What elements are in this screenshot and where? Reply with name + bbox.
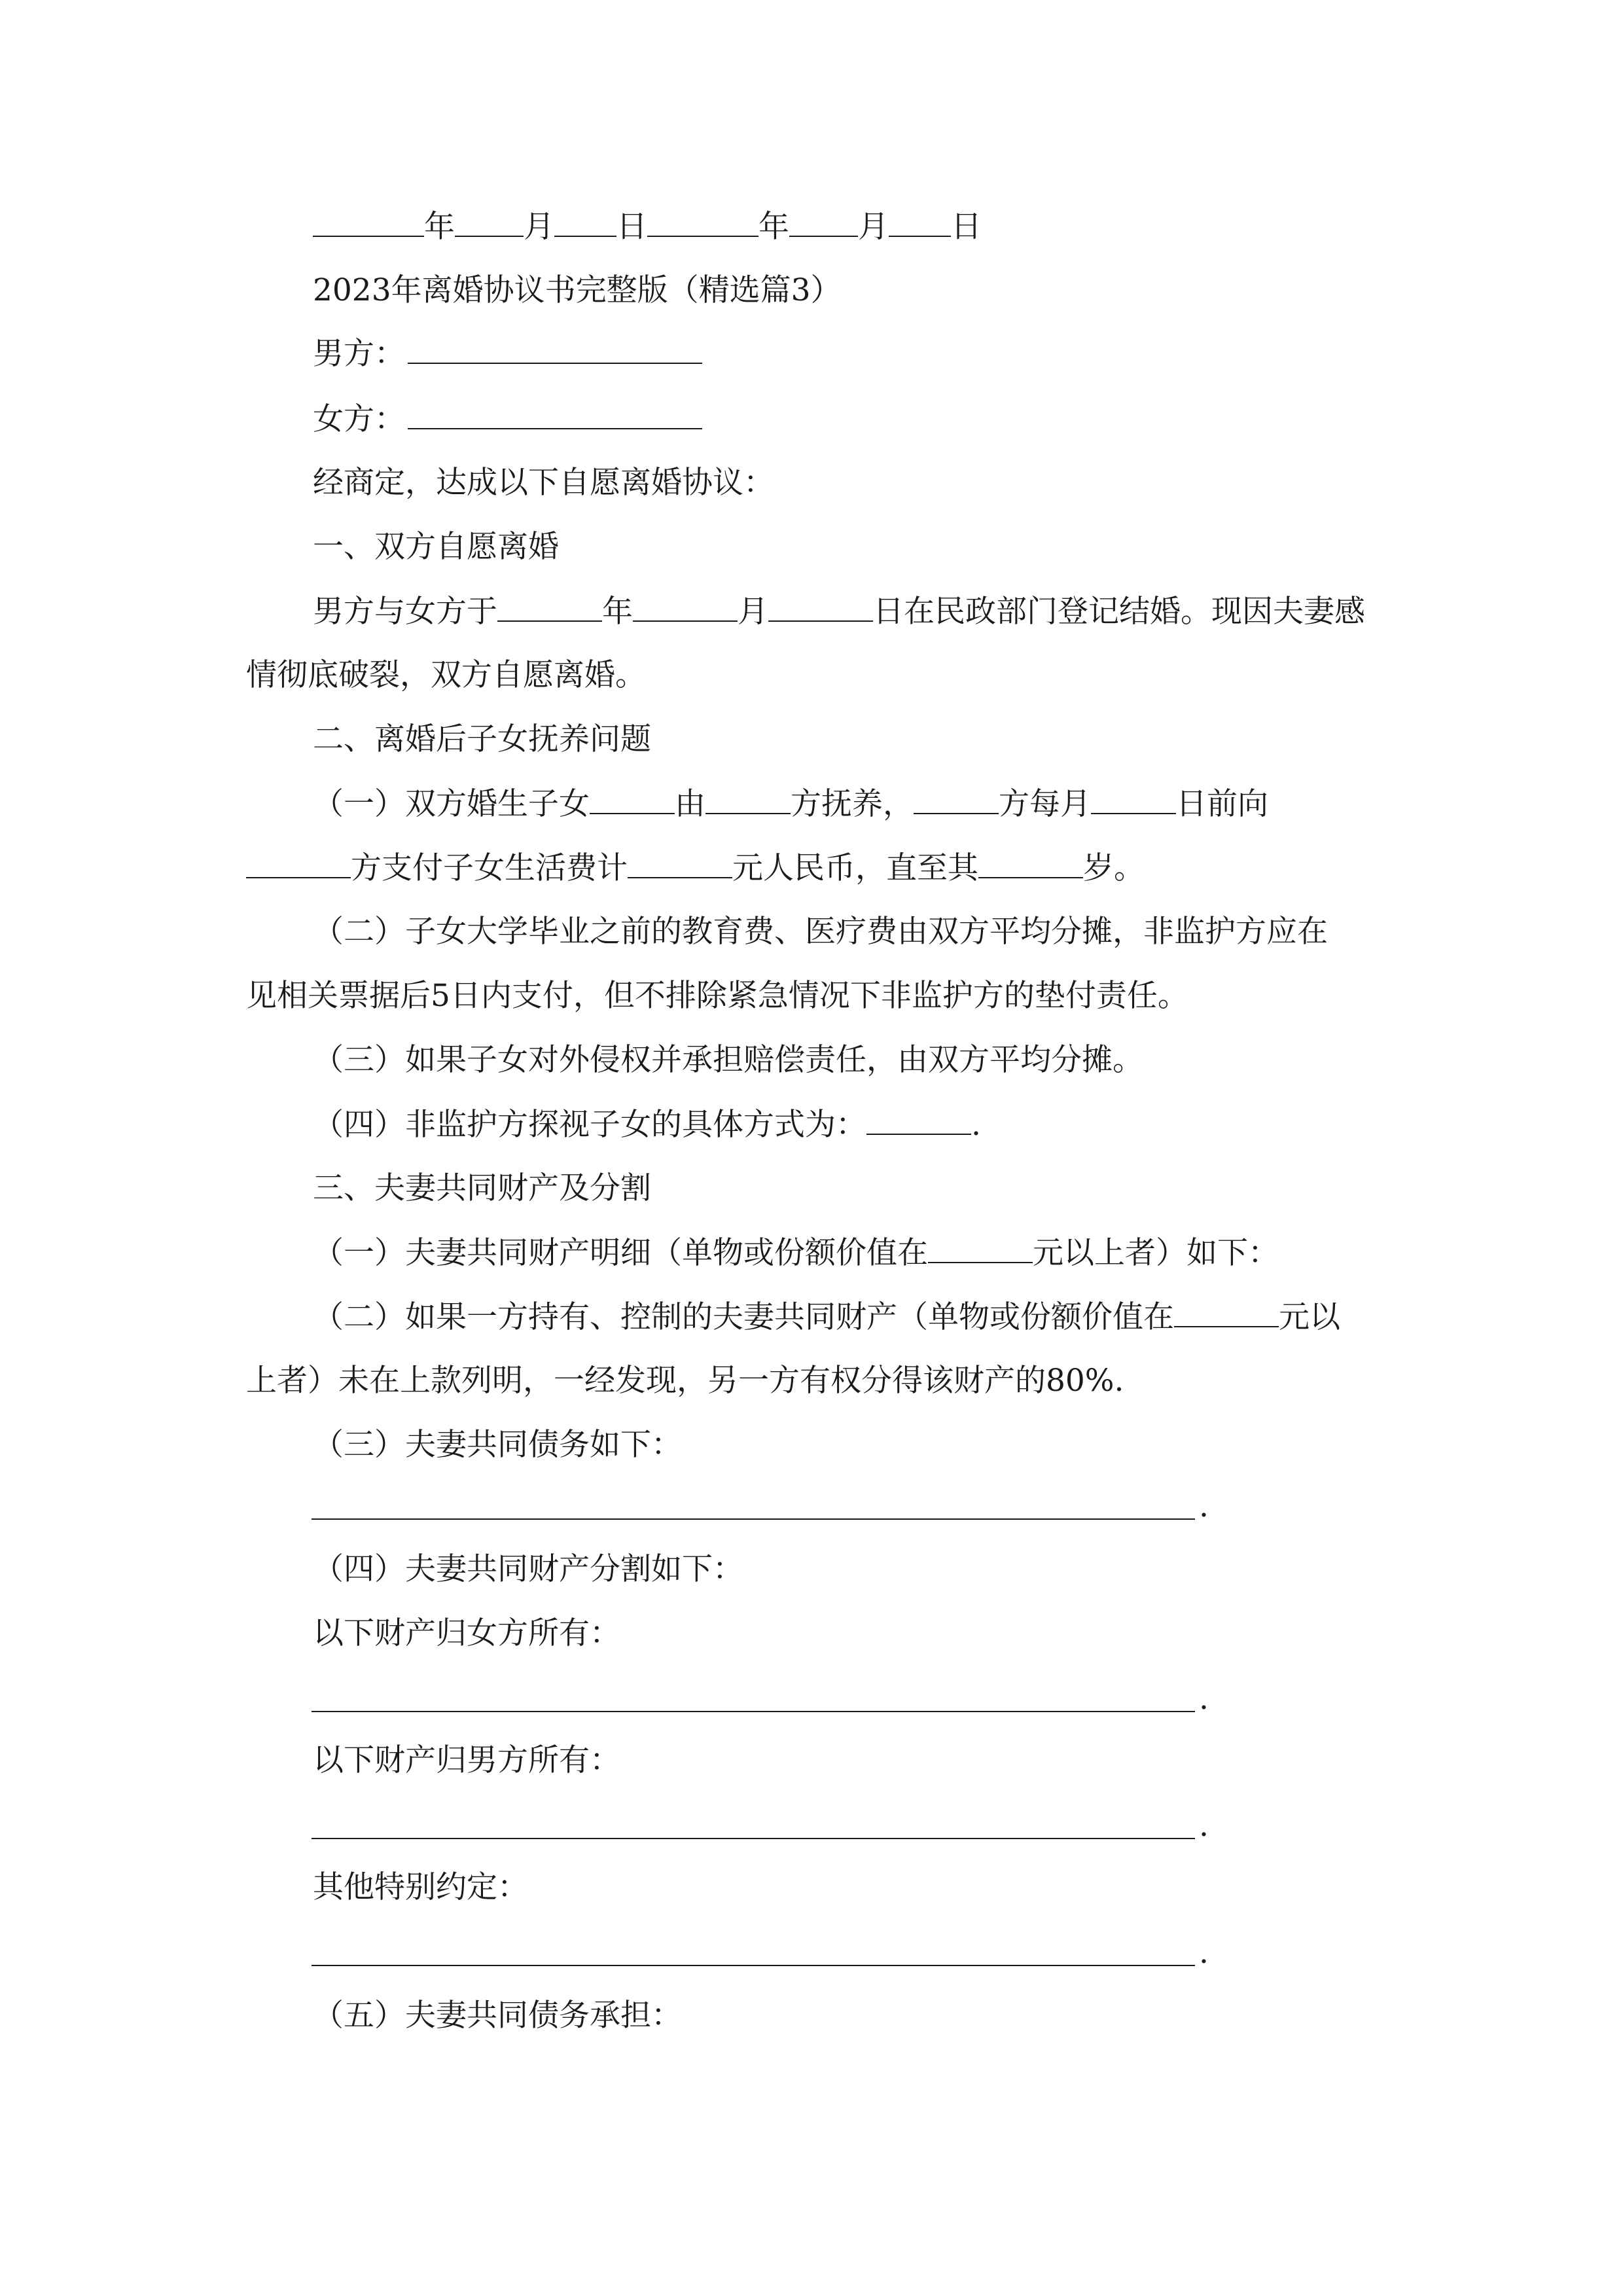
- document-title: 2023年离婚协议书完整版（精选篇3）: [313, 272, 842, 308]
- blank: [1091, 784, 1176, 814]
- intro-text: 经商定，达成以下自愿离婚协议：: [313, 465, 774, 501]
- blank: [889, 207, 951, 237]
- day-label: 日: [616, 209, 647, 245]
- man-name-blank: [408, 334, 702, 364]
- blank: [313, 207, 424, 237]
- blank: [768, 592, 873, 622]
- day-label: 日: [951, 209, 982, 245]
- section-1-paragraph: [313, 592, 1365, 632]
- period: .: [1199, 1488, 1209, 1524]
- section-3-item-2-cont: 上者）未在上款列明，一经发现，另一方有权分得该财产的80%.: [246, 1363, 1124, 1399]
- text: （四）非监护方探视子女的具体方式为：: [313, 1107, 866, 1143]
- period: .: [1199, 1681, 1209, 1717]
- fill-in-line: [312, 1711, 1195, 1712]
- woman-name-blank: [408, 399, 702, 429]
- text: 元人民币，直至其: [732, 850, 978, 886]
- blank: [628, 848, 732, 878]
- man-label: 男方：: [313, 336, 405, 372]
- man-field: [313, 334, 702, 374]
- date-line: [313, 207, 982, 247]
- fill-in-line: [312, 1965, 1195, 1966]
- section-3-heading: 三、夫妻共同财产及分割: [313, 1170, 651, 1206]
- section-2-item-2: （二）子女大学毕业之前的教育费、医疗费由双方平均分摊，非监护方应在: [313, 914, 1328, 950]
- text: 日前向: [1176, 786, 1268, 822]
- section-3-item-5: （五）夫妻共同债务承担：: [313, 1998, 682, 2034]
- woman-field: [313, 399, 702, 439]
- blank: [978, 848, 1083, 878]
- blank: [1174, 1297, 1279, 1327]
- blank: [914, 784, 999, 814]
- section-2-item-1-cont: [246, 848, 1145, 888]
- text: .: [971, 1107, 981, 1143]
- blank: [705, 784, 791, 814]
- blank: [928, 1233, 1033, 1263]
- fill-in-line: [312, 1518, 1195, 1520]
- woman-label: 女方：: [313, 401, 405, 437]
- text: （一）夫妻共同财产明细（单物或份额价值在: [313, 1235, 928, 1271]
- other-agreement-label: 其他特别约定：: [313, 1869, 528, 1905]
- year-label: 年: [758, 209, 789, 245]
- text: 由: [675, 786, 705, 822]
- blank: [647, 207, 758, 237]
- blank: [455, 207, 524, 237]
- text: 年: [602, 594, 633, 630]
- text: 元以: [1279, 1299, 1340, 1335]
- section-3-item-2: [313, 1297, 1340, 1337]
- section-2-item-1: [313, 784, 1268, 824]
- month-label: 月: [858, 209, 889, 245]
- period: .: [1199, 1935, 1209, 1971]
- blank: [590, 784, 675, 814]
- text: 方支付子女生活费计: [351, 850, 628, 886]
- section-2-item-4: [313, 1105, 981, 1145]
- section-2-heading: 二、离婚后子女抚养问题: [313, 721, 651, 757]
- blank: [789, 207, 858, 237]
- blank: [633, 592, 738, 622]
- period: .: [1199, 1808, 1209, 1844]
- text: 日在民政部门登记结婚。现因夫妻感: [873, 594, 1365, 630]
- section-3-item-4: （四）夫妻共同财产分割如下：: [313, 1551, 743, 1587]
- text: 元以上者）如下：: [1033, 1235, 1279, 1271]
- section-3-item-3: （三）夫妻共同债务如下：: [313, 1427, 682, 1463]
- blank: [866, 1105, 971, 1135]
- text: （一）双方婚生子女: [313, 786, 590, 822]
- section-1-paragraph-cont: 情彻底破裂，双方自愿离婚。: [246, 657, 646, 693]
- blank: [554, 207, 616, 237]
- blank: [497, 592, 602, 622]
- blank: [246, 848, 351, 878]
- text: 方每月: [999, 786, 1091, 822]
- text: 岁。: [1083, 850, 1145, 886]
- year-label: 年: [424, 209, 455, 245]
- section-1-heading: 一、双方自愿离婚: [313, 529, 559, 565]
- man-property-label: 以下财产归男方所有：: [313, 1742, 620, 1778]
- section-2-item-3: （三）如果子女对外侵权并承担赔偿责任，由双方平均分摊。: [313, 1042, 1143, 1078]
- fill-in-line: [312, 1838, 1195, 1839]
- text: 月: [738, 594, 768, 630]
- section-2-item-2-cont: 见相关票据后5日内支付，但不排除紧急情况下非监护方的垫付责任。: [246, 978, 1188, 1014]
- month-label: 月: [524, 209, 554, 245]
- text: （二）如果一方持有、控制的夫妻共同财产（单物或份额价值在: [313, 1299, 1174, 1335]
- section-3-item-1: [313, 1233, 1279, 1273]
- text: 方抚养，: [791, 786, 914, 822]
- text: 男方与女方于: [313, 594, 497, 630]
- woman-property-label: 以下财产归女方所有：: [313, 1615, 620, 1651]
